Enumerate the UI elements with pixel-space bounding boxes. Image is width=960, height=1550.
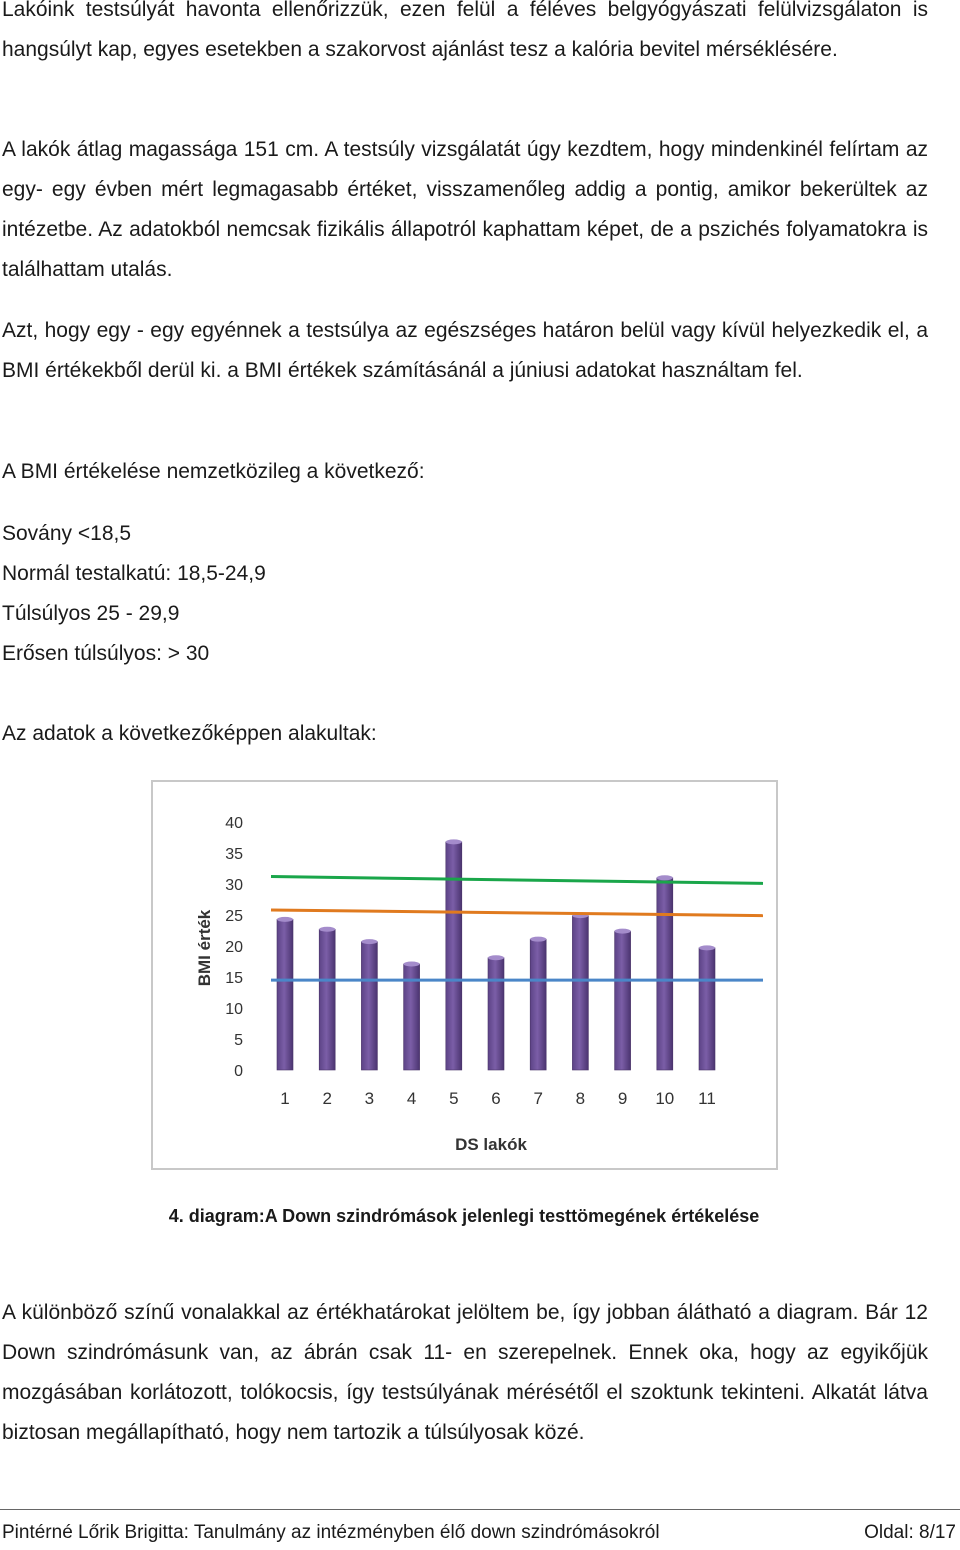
y-tick-label: 5 <box>234 1032 243 1049</box>
paragraph-1: Lakóink testsúlyát havonta ellenőrizzük, ezen felül a féléves belgyógyászati felülvizsgálaton is hangsúlyt kap, egyes esetekben a szakorvost ajánlást tesz a kalória bevitel mérséklésére. <box>2 0 928 61</box>
y-tick-label: 10 <box>225 1001 243 1018</box>
bar-top-7 <box>530 937 546 942</box>
footer-divider <box>0 1509 960 1510</box>
bar-top-1 <box>277 917 293 922</box>
paragraph-2: A lakók átlag magassága 151 cm. A testsúly vizsgálatát úgy kezdtem, hogy mindenkinél felírtam az egy- egy évben mért legmagasabb értéket, visszamenőleg addig a pontig, amikor bekerültek az intézetbe. Az adatokból nemcsak fizikális állapotról kaphattam képet, de a pszichés folyamatokra is találhattam utalás. <box>2 138 928 281</box>
bar-top-5 <box>446 839 462 844</box>
bmi-chart <box>151 780 778 1170</box>
y-tick-label: 35 <box>225 846 243 863</box>
y-axis-label: BMI érték <box>195 909 214 987</box>
bmi-category-underweight: Sovány <18,5 <box>2 522 132 545</box>
bar-5 <box>446 842 462 1070</box>
bar-6 <box>488 958 504 1070</box>
bar-top-2 <box>319 927 335 932</box>
x-tick-label: 9 <box>617 1089 628 1108</box>
x-tick-label: 1 <box>280 1089 290 1108</box>
bar-8 <box>572 916 588 1070</box>
x-tick-label: 11 <box>698 1089 716 1108</box>
reference-line-1 <box>271 877 763 884</box>
bmi-category-normal: Normál testalkatú: 18,5-24,9 <box>2 562 266 585</box>
bmi-intro: A BMI értékelése nemzetközileg a következő: <box>2 460 425 483</box>
chart-caption: 4. diagram:A Down szindrómások jelenlegi testtömegének értékelése <box>168 1206 760 1226</box>
bar-top-9 <box>615 929 631 934</box>
x-tick-label: 10 <box>655 1089 675 1108</box>
reference-lines <box>271 877 763 981</box>
bar-top-6 <box>488 955 504 960</box>
x-tick-label: 8 <box>575 1089 586 1108</box>
bar-7 <box>530 939 546 1070</box>
bars <box>277 839 715 1070</box>
paragraph-3: Azt, hogy egy - egy egyénnek a testsúlya az egészséges határon belül vagy kívül helyezkedik el, a BMI értékekből derül ki. a BMI értékek számításánál a júniusi adatokat használtam fel. <box>2 319 928 382</box>
x-tick-label: 5 <box>449 1089 459 1108</box>
bmi-category-obese: Erősen túlsúlyos: > 30 <box>2 642 210 665</box>
y-axis-ticks <box>225 815 243 1080</box>
footer-page-number: Oldal: 8/17 <box>864 1522 956 1543</box>
bar-2 <box>319 929 335 1070</box>
y-tick-label: 25 <box>225 908 243 925</box>
y-tick-label: 0 <box>234 1063 243 1080</box>
y-tick-label: 40 <box>225 815 243 832</box>
x-axis-label: DS lakók <box>455 1135 527 1154</box>
footer-author-title: Pintérné Lőrik Brigitta: Tanulmány az intézményben élő down szindrómásokról <box>2 1522 660 1543</box>
bar-top-10 <box>657 875 673 880</box>
bar-1 <box>277 919 293 1070</box>
x-tick-label: 2 <box>322 1089 332 1108</box>
x-tick-label: 7 <box>533 1089 543 1108</box>
y-tick-label: 30 <box>225 877 243 894</box>
data-intro: Az adatok a következőképpen alakultak: <box>2 722 377 745</box>
bar-11 <box>699 948 715 1070</box>
y-tick-label: 15 <box>225 970 243 987</box>
reference-line-2 <box>271 910 763 916</box>
bmi-category-overweight: Túlsúlyos 25 - 29,9 <box>2 602 180 625</box>
x-axis-ticks <box>280 1089 716 1108</box>
y-tick-label: 20 <box>225 939 243 956</box>
bar-top-3 <box>361 939 377 944</box>
paragraph-4: A különböző színű vonalakkal az értékhatárokat jelöltem be, így jobban álátható a diagram. Bár 12 Down szindrómásunk van, az ábrán csak 11- en szerepelnek. Ennek oka, hogy az egyikőjük mozgásában korlátozott, tolókocsis, így testsúlyának mérésétől el szoktunk tekinteni. Alkatát látva biztosan megállapítható, hogy nem tartozik a túlsúlyosak közé. <box>2 1301 928 1444</box>
x-tick-label: 4 <box>406 1089 417 1108</box>
x-tick-label: 3 <box>364 1089 375 1108</box>
bar-10 <box>657 878 673 1070</box>
bar-top-4 <box>404 961 420 966</box>
bar-3 <box>361 942 377 1070</box>
bar-9 <box>615 931 631 1070</box>
x-tick-label: 6 <box>491 1089 501 1108</box>
bmi-chart-svg <box>153 782 776 1168</box>
bar-top-11 <box>699 945 715 950</box>
